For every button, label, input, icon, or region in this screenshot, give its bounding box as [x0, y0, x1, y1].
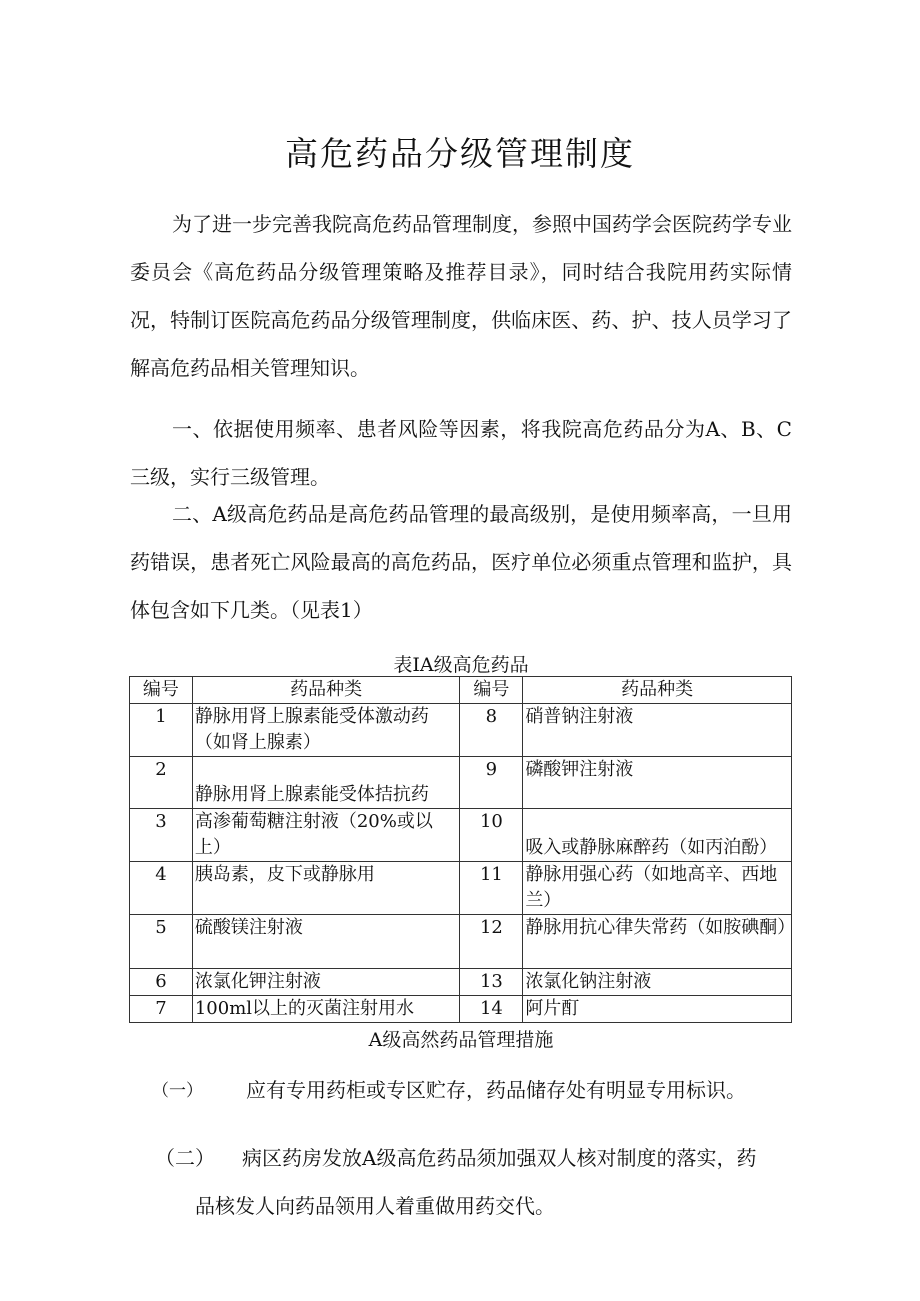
- table-row: [130, 704, 792, 757]
- measure-marker: （一）: [152, 1081, 203, 1101]
- drug-category: 浓氯化钠注射液: [523, 969, 792, 996]
- drug-category: 胰岛素，皮下或静脉用: [192, 862, 460, 915]
- row-number: 12: [460, 915, 523, 969]
- drug-category: 高渗葡萄糖注射液（20%或以上）: [192, 809, 460, 862]
- intro-paragraph: 为了进一步完善我院高危药品管理制度，参照中国药学会医院药学专业委员会《高危药品分级管理策略及推荐目录》，同时结合我院用药实际情况，特制订医院高危药品分级管理制度，供临床医、药、护、技人员学习了解高危药品相关管理知识。: [130, 212, 792, 380]
- table-row: [130, 969, 792, 996]
- header-number: 编号: [130, 677, 193, 704]
- measures-title: A级高然药品管理措施: [368, 1029, 554, 1051]
- drug-category: 静脉用抗心律失常药（如胺碘酮）: [523, 915, 792, 969]
- drug-table: [129, 676, 796, 1023]
- row-number: 13: [460, 969, 523, 996]
- drug-category: 静脉用肾上腺素能受体激动药（如肾上腺素）: [192, 704, 460, 757]
- measure-text: 应有专用药柜或专区贮存，药品储存处有明显专用标识。: [246, 1078, 746, 1102]
- table-row: [130, 915, 792, 969]
- header-number: 编号: [460, 677, 523, 704]
- table-header-row: [130, 677, 792, 704]
- row-number: 7: [130, 996, 193, 1023]
- drug-category: 100ml以上的灭菌注射用水: [192, 996, 460, 1023]
- drug-category: 浓氯化钾注射液: [192, 969, 460, 996]
- measure-text-continuation: 品核发人向药品领用人着重做用药交代。: [195, 1194, 555, 1218]
- section-two-paragraph: 二、A级高危药品是高危药品管理的最高级别，是使用频率高，一旦用药错误，患者死亡风险最高的高危药品，医疗单位必须重点管理和监护，具体包含如下几类。（见表1）: [130, 502, 792, 622]
- row-number: 4: [130, 862, 193, 915]
- row-number: 11: [460, 862, 523, 915]
- row-number: 10: [460, 809, 523, 862]
- row-number: 8: [460, 704, 523, 757]
- drug-category: 静脉用强心药（如地高辛、西地兰）: [523, 862, 792, 915]
- drug-category: 硫酸镁注射液: [192, 915, 460, 969]
- header-drug-category: 药品种类: [192, 677, 460, 704]
- header-drug-category: 药品种类: [523, 677, 792, 704]
- row-number: 6: [130, 969, 193, 996]
- table-row: [130, 809, 792, 862]
- document-title: 高危药品分级管理制度: [285, 134, 635, 173]
- measure-text: 病区药房发放A级高危药品须加强双人核对制度的落实，药: [242, 1146, 757, 1170]
- table-row: [130, 757, 792, 809]
- drug-category: 磷酸钾注射液: [523, 757, 792, 809]
- table-caption: 表IA级高危药品: [393, 654, 529, 676]
- row-number: 5: [130, 915, 193, 969]
- row-number: 3: [130, 809, 193, 862]
- drug-category: 硝普钠注射液: [523, 704, 792, 757]
- section-one-paragraph: 一、依据使用频率、患者风险等因素，将我院高危药品分为A、B、C三级，实行三级管理。: [130, 417, 792, 489]
- drug-category: 阿片酊: [523, 996, 792, 1023]
- drug-category: 静脉用肾上腺素能受体拮抗药: [192, 757, 460, 809]
- table-row: [130, 996, 792, 1023]
- measure-marker: （二）: [155, 1146, 215, 1170]
- row-number: 14: [460, 996, 523, 1023]
- drug-category: 吸入或静脉麻醉药（如丙泊酚）: [523, 809, 792, 862]
- row-number: 9: [460, 757, 523, 809]
- row-number: 2: [130, 757, 193, 809]
- table-row: [130, 862, 792, 915]
- row-number: 1: [130, 704, 193, 757]
